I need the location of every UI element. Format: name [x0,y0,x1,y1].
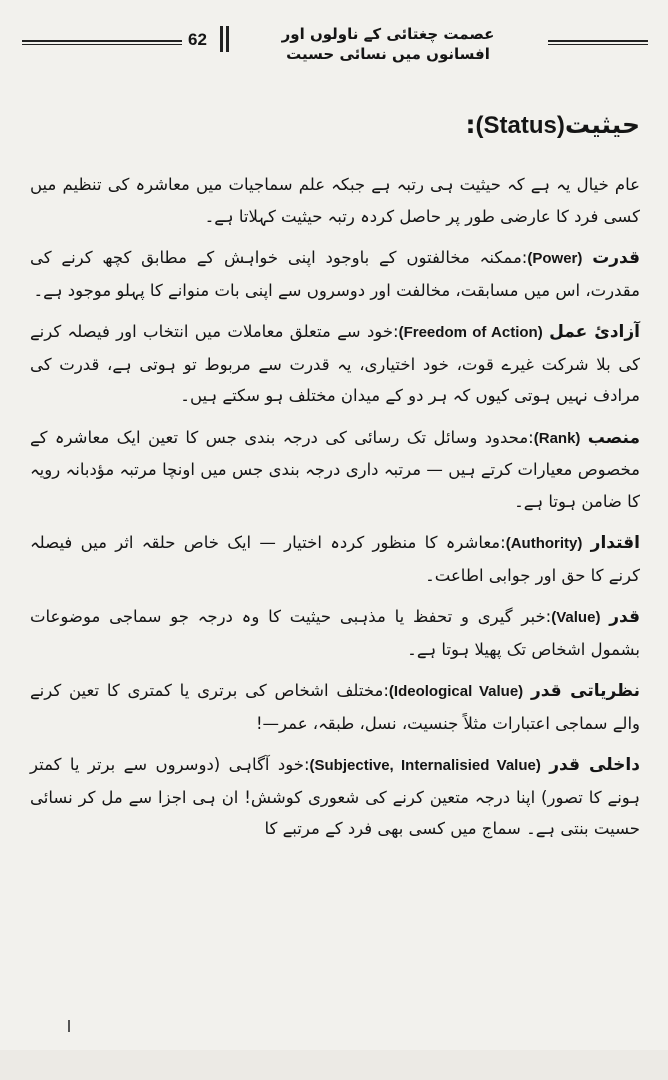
paragraph-authority [30,527,640,591]
running-title-line2: افسانوں میں نسائی حسیت [286,45,490,63]
page-number: 62 [188,30,207,49]
term-urdu: داخلی قدر [549,755,640,775]
term-urdu: قدرت [592,248,641,268]
term-urdu: منصب [587,427,640,448]
header-rule-right [548,40,648,45]
paragraph-text: عام خیال یہ ہے کہ حیثیت ہی رتبہ ہے جبکہ علم سماجیات میں معاشرہ کی تنظیم میں کسی فرد کا عارضی طور پر حاصل کردہ رتبہ حیثیت کہلاتا ہے۔ [30,175,640,226]
term-english: (Rank) [533,429,581,447]
paragraph-definition [30,169,640,232]
page-bottom-margin [0,1050,668,1080]
header-separator-bar [226,26,229,52]
term-urdu: قدر [609,607,640,627]
paragraph-power [30,242,640,306]
running-title-line1: عصمت چغتائی کے ناولوں اور [281,25,495,43]
paragraph-text: :محدود وسائل تک رسائی کی درجہ بندی جس کا تعین ایک معاشرہ کے مخصوص معیارات کرتے ہیں — مرتبہ داری درجہ بندی جس میں اونچا مرتبہ مؤدبانہ رویہ کا ضامن ہوتا ہے۔ [30,427,640,511]
term-english: (Authority) [505,535,583,552]
term-urdu: آزادیٔ عمل [549,322,640,342]
page-header [0,18,668,78]
paragraph-text: :خبر گیری و تحفظ یا مذہبی حیثیت کا وہ درجہ جو سماجی موضوعات بشمول اشخاص تک پھیلا ہوتا ہے۔ [30,607,640,659]
page-body [30,108,640,855]
paragraph-text: :خود سے متعلق معاملات میں انتخاب اور فیصلہ کرنے کی بلا شرکت غیرے قوت، خود اختیاری، یہ قدرت سے مربوط تو ہوتی ہے، قدرت کی مرادف نہیں ہوتی کیوں کہ ہر دو کے میدان مختلف ہو سکتے ہیں۔ [30,322,640,405]
term-english: (Power) [527,250,583,267]
paragraph-text: :خود آگاہی (دوسروں سے برتر یا کمتر ہونے کا تصور) اپنا درجہ متعین کرنے کی شعوری کوشش! ان ہی اجزا سے مل کر نسائی حسیت بنتی ہے۔ سماج میں کسی بھی فرد کے مرتبے کا [30,755,640,838]
paragraph-subjective-value [30,749,640,845]
paragraph-ideological-value [30,675,640,739]
paragraph-text: :ممکنہ مخالفتوں کے باوجود اپنی خواہش کے مطابق کچھ کرنے کی مقدرت، اس میں مسابقت، مخالفت اور دوسروں سے اپنی بات منوانے کا پہلو موجود ہے۔ [30,248,640,300]
term-english: (Ideological Value) [388,683,524,700]
header-rule-left [22,40,182,45]
term-english: (Subjective, Internalisied Value) [309,757,541,774]
paragraph-text: :مختلف اشخاص کی برتری یا کمتری کا تعین کرنے والے سماجی اعتبارات مثلاً جنسیت، نسل، طبقہ، عمر—! [30,681,640,733]
paragraph-value [30,601,640,665]
section-heading [30,108,640,143]
paragraph-text: :معاشرہ کا منظور کردہ اختیار — ایک خاص حلقہ اثر میں فیصلہ کرنے کا حق اور جوابی اطاعت۔ [30,533,640,585]
term-english: (Freedom of Action) [398,324,543,341]
term-english: (Value) [551,609,601,626]
heading-colon: : [465,110,476,139]
running-title [232,24,544,64]
print-mark [68,1020,70,1032]
paragraph-freedom-of-action [30,316,640,412]
heading-english: (Status) [475,112,565,139]
term-urdu: اقتدار [590,533,641,553]
paragraph-rank [30,422,640,518]
heading-urdu: حیثیت [564,110,640,139]
header-separator-bar [220,26,223,52]
term-urdu: نظریاتی قدر [530,681,641,701]
